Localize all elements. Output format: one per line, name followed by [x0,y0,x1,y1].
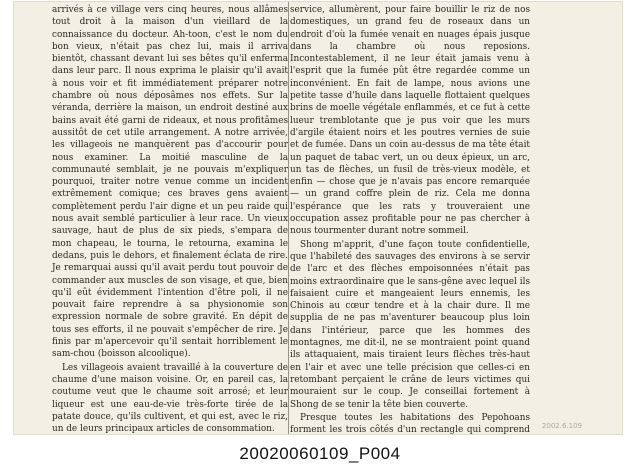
file-id-caption: 20020060109_P004 [239,444,401,463]
paragraph: Les villageois avaient travaillé à la couverture de chaume d'une maison voisine. Or, en pareil cas, la coutume veut que le chaume soit arrosé; et leur liqueur est une eau-de-vie très-forte tirée de la patate douce, qu'ils cultivent, et qui est, avec le riz, un de leurs principaux articles de consommation. [52,362,288,434]
column-divider [288,2,289,434]
paragraph: service, allumèrent, pour faire bouillir le riz de nos domestiques, un grand feu de roseaux dans un endroit d'où la fumée venait en nuages épais jusque dans la chambre où nous reposions. Incontestablement, il ne leur était jamais venu à l'esprit que la fumée pût être regardée comme un inconvénient. En fait de lampe, nous avions une petite tasse d'huile dans laquelle flottaient quelques brins de moelle végétale enflammés, et ce fut à cette lueur tremblotante que je pus voir que les murs d'argile étaient noirs et les poutres vernies de suie et de fumée. Dans un coin au-dessus de ma tête était un paquet de tabac vert, un ou deux épieux, un arc, un tas de flèches, un fusil de très-vieux modèle, et enfin — chose que je n'avais pas encore remarquée — un grand coffre plein de riz. Cela me donna l'espérance que les rats y trouveraient une occupation assez profitable pour ne pas chercher à nous tourmenter durant notre sommeil. [290,5,530,237]
left-column [52,4,288,434]
archive-stamp: 2002.6.109 [541,422,582,430]
document-page [14,2,622,434]
paragraph: arrivés à ce village vers cinq heures, nous allâmes tout droit à la maison d'un vieillard de la connaissance du docteur. Ah-toon, c'est le nom du bon vieux, n'était pas chez lui, mais il arriva bientôt, chassant devant lui ses bêtes qu'il enferma dans leur parc. Il nous exprima le plaisir qu'il avait à nous voir et fit immédiatement préparer notre chambre où nous déposâmes nos effets. Sur la véranda, derrière la maison, un endroit destiné aux bains avait été garni de rideaux, et nous profitâmes aussitôt de cet utile arrangement. A notre arrivée, les villageois ne manquèrent pas d'accourir pour nous examiner. La moitié masculine de la communauté semblait, je ne pouvais m'expliquer pourquoi, traiter notre venue comme un incident extrêmement comique; ces braves gens avaient complètement perdu l'air digne et un peu raide qui nous avait semblé particulier à leur race. Un vieux sauvage, haut de plus de six pieds, s'empara de mon chapeau, le tourna, le retourna, examina le dedans, puis le dehors, et finalement éclata de rire. Je remarquai aussi qu'il avait perdu tout pouvoir de commander aux muscles de son visage, et que, bien qu'il eût évidemment l'intention d'être poli, il ne pouvait faire reprendre à sa physionomie son expression normale de sobre gravité. En dépit de tous ses efforts, il ne pouvait s'empêcher de rire. Je finis par m'apercevoir qu'il sentait horriblement le sam-chou (boisson alcoolique). [52,5,288,360]
paragraph: Shong m'apprit, d'une façon toute confidentielle, que l'habileté des sauvages des environs à se servir de l'arc et des flèches empoisonnées n'était pas moins extraordinaire que le sans-gêne avec lequel ils faisaient cuire et mangeaient leurs ennemis, les Chinois au cœur tendre et à la chair dure. Il me supplia de ne pas m'aventurer beaucoup plus loin dans l'intérieur, parce que les hommes des montagnes, me dit-il, ne se montraient point quand ils attaquaient, mais tiraient leurs flèches très-haut en l'air et avec une telle précision que celles-ci en retombant perçaient le crâne de leurs victimes qui mouraient sur le coup. Je conseillai fortement à Shong de se tenir la tête bien couverte. [290,239,530,410]
paragraph: Presque toutes les habitations des Pepohoans forment les trois côtés d'un rectangle qui comprend [290,412,530,434]
right-column [290,4,530,434]
